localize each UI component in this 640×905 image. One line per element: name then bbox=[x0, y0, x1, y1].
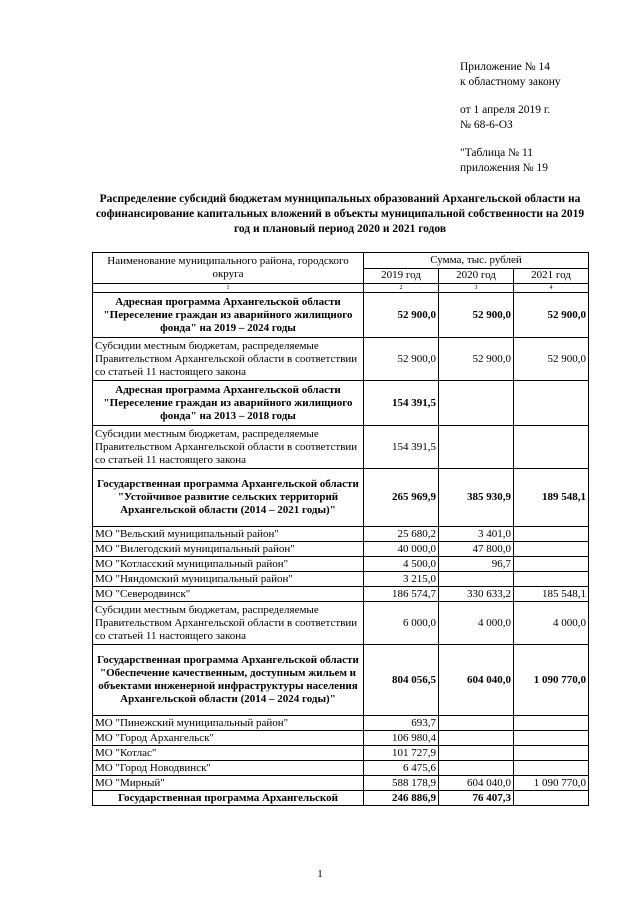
table-row bbox=[93, 469, 589, 527]
value-2019: 6 475,6 bbox=[364, 761, 439, 776]
row-name: МО "Северодвинск" bbox=[93, 587, 364, 602]
row-name: Государственная программа Архангельской области "Обеспечение качественным, доступным жильем и объектами инженерной инфраструктуры населения Архангельской области (2014 – 2024 годы)" bbox=[93, 645, 364, 716]
value-2020 bbox=[439, 572, 514, 587]
value-2021 bbox=[514, 716, 589, 731]
value-2019: 693,7 bbox=[364, 716, 439, 731]
row-name: Адресная программа Архангельской области "Переселение граждан из аварийного жилищного фонда" на 2013 – 2018 годы bbox=[93, 381, 364, 426]
value-2021 bbox=[514, 557, 589, 572]
value-2019: 6 000,0 bbox=[364, 602, 439, 645]
value-2021 bbox=[514, 761, 589, 776]
value-2019: 25 680,2 bbox=[364, 527, 439, 542]
appendix-line: приложения № 19 bbox=[460, 161, 548, 174]
value-2020 bbox=[439, 426, 514, 469]
value-2020: 4 000,0 bbox=[439, 602, 514, 645]
column-number-row bbox=[93, 284, 589, 293]
row-name: Субсидии местным бюджетам, распределяемые Правительством Архангельской области в соответствии со статьей 11 настоящего закона bbox=[93, 338, 364, 381]
row-name: Субсидии местным бюджетам, распределяемые Правительством Архангельской области в соответствии со статьей 11 настоящего закона bbox=[93, 426, 364, 469]
value-2020: 47 800,0 bbox=[439, 542, 514, 557]
row-name: Адресная программа Архангельской области "Переселение граждан из аварийного жилищного фонда" на 2019 – 2024 годы bbox=[93, 293, 364, 338]
row-name: МО "Няндомский муниципальный район" bbox=[93, 572, 364, 587]
value-2021: 1 090 770,0 bbox=[514, 645, 589, 716]
value-2019: 804 056,5 bbox=[364, 645, 439, 716]
appendix-header bbox=[460, 60, 561, 175]
column-header-2020: 2020 год bbox=[439, 268, 514, 284]
value-2020: 385 930,9 bbox=[439, 469, 514, 527]
value-2021 bbox=[514, 746, 589, 761]
value-2021 bbox=[514, 791, 589, 806]
appendix-line: от 1 апреля 2019 г. bbox=[460, 104, 551, 116]
column-header-sum: Сумма, тыс. рублей bbox=[364, 253, 589, 269]
appendix-line: "Таблица № 11 bbox=[460, 147, 534, 159]
table-row bbox=[93, 602, 589, 645]
column-number: 2 bbox=[364, 284, 439, 293]
column-number: 1 bbox=[93, 284, 364, 293]
table-row bbox=[93, 381, 589, 426]
value-2021 bbox=[514, 527, 589, 542]
row-name: МО "Вилегодский муниципальный район" bbox=[93, 542, 364, 557]
row-name: МО "Котласский муниципальный район" bbox=[93, 557, 364, 572]
table-row bbox=[93, 645, 589, 716]
appendix-line: к областному закону bbox=[460, 75, 561, 88]
row-name: МО "Мирный" bbox=[93, 776, 364, 791]
table-row bbox=[93, 542, 589, 557]
value-2021 bbox=[514, 426, 589, 469]
value-2021 bbox=[514, 381, 589, 426]
table-row bbox=[93, 572, 589, 587]
value-2021: 4 000,0 bbox=[514, 602, 589, 645]
value-2019: 3 215,0 bbox=[364, 572, 439, 587]
table-header-row bbox=[93, 253, 589, 269]
value-2019: 154 391,5 bbox=[364, 381, 439, 426]
value-2021: 185 548,1 bbox=[514, 587, 589, 602]
value-2021: 189 548,1 bbox=[514, 469, 589, 527]
value-2019: 101 727,9 bbox=[364, 746, 439, 761]
value-2021 bbox=[514, 542, 589, 557]
table-row bbox=[93, 527, 589, 542]
value-2020 bbox=[439, 746, 514, 761]
value-2020 bbox=[439, 731, 514, 746]
value-2019: 588 178,9 bbox=[364, 776, 439, 791]
row-name: МО "Котлас" bbox=[93, 746, 364, 761]
value-2019: 52 900,0 bbox=[364, 293, 439, 338]
value-2020: 330 633,2 bbox=[439, 587, 514, 602]
row-name: МО "Вельский муниципальный район" bbox=[93, 527, 364, 542]
row-name: МО "Город Архангельск" bbox=[93, 731, 364, 746]
value-2020 bbox=[439, 381, 514, 426]
table-row bbox=[93, 746, 589, 761]
value-2020: 52 900,0 bbox=[439, 293, 514, 338]
column-header-name: Наименование муниципального района, городского округа bbox=[93, 253, 364, 284]
value-2019: 246 886,9 bbox=[364, 791, 439, 806]
column-header-2019: 2019 год bbox=[364, 268, 439, 284]
value-2021: 52 900,0 bbox=[514, 338, 589, 381]
value-2020: 604 040,0 bbox=[439, 776, 514, 791]
column-header-2021: 2021 год bbox=[514, 268, 589, 284]
row-name: МО "Пинежский муниципальный район" bbox=[93, 716, 364, 731]
value-2019: 186 574,7 bbox=[364, 587, 439, 602]
value-2019: 40 000,0 bbox=[364, 542, 439, 557]
table-row bbox=[93, 716, 589, 731]
column-number: 4 bbox=[514, 284, 589, 293]
value-2020 bbox=[439, 761, 514, 776]
value-2020 bbox=[439, 716, 514, 731]
table-row bbox=[93, 587, 589, 602]
value-2019: 4 500,0 bbox=[364, 557, 439, 572]
appendix-line: Приложение № 14 bbox=[460, 61, 550, 73]
appendix-line: № 68-6-ОЗ bbox=[460, 118, 513, 131]
subsidy-table bbox=[92, 252, 589, 806]
value-2020: 76 407,3 bbox=[439, 791, 514, 806]
document-title: Распределение субсидий бюджетам муниципальных образований Архангельской области на софинансирование капитальных вложений в объекты муниципальной собственности на 2019 год и плановый период 2020 и 2021 годов bbox=[95, 193, 585, 235]
table-row bbox=[93, 761, 589, 776]
row-name: Государственная программа Архангельской области "Устойчивое развитие сельских территорий Архангельской области (2014 – 2021 годы)" bbox=[93, 469, 364, 527]
row-name: Государственная программа Архангельской bbox=[93, 791, 364, 806]
value-2021: 52 900,0 bbox=[514, 293, 589, 338]
table-row bbox=[93, 426, 589, 469]
table-row bbox=[93, 338, 589, 381]
value-2021 bbox=[514, 572, 589, 587]
value-2019: 52 900,0 bbox=[364, 338, 439, 381]
row-name: Субсидии местным бюджетам, распределяемые Правительством Архангельской области в соответствии со статьей 11 настоящего закона bbox=[93, 602, 364, 645]
row-name: МО "Город Новодвинск" bbox=[93, 761, 364, 776]
value-2020: 3 401,0 bbox=[439, 527, 514, 542]
table-row bbox=[93, 776, 589, 791]
value-2020: 52 900,0 bbox=[439, 338, 514, 381]
table-row bbox=[93, 293, 589, 338]
value-2021: 1 090 770,0 bbox=[514, 776, 589, 791]
value-2021 bbox=[514, 731, 589, 746]
table-row bbox=[93, 791, 589, 806]
value-2019: 154 391,5 bbox=[364, 426, 439, 469]
column-number: 3 bbox=[439, 284, 514, 293]
page-number: 1 bbox=[317, 868, 323, 880]
value-2020: 604 040,0 bbox=[439, 645, 514, 716]
value-2020: 96,7 bbox=[439, 557, 514, 572]
value-2019: 265 969,9 bbox=[364, 469, 439, 527]
value-2019: 106 980,4 bbox=[364, 731, 439, 746]
table-row bbox=[93, 731, 589, 746]
table-row bbox=[93, 557, 589, 572]
